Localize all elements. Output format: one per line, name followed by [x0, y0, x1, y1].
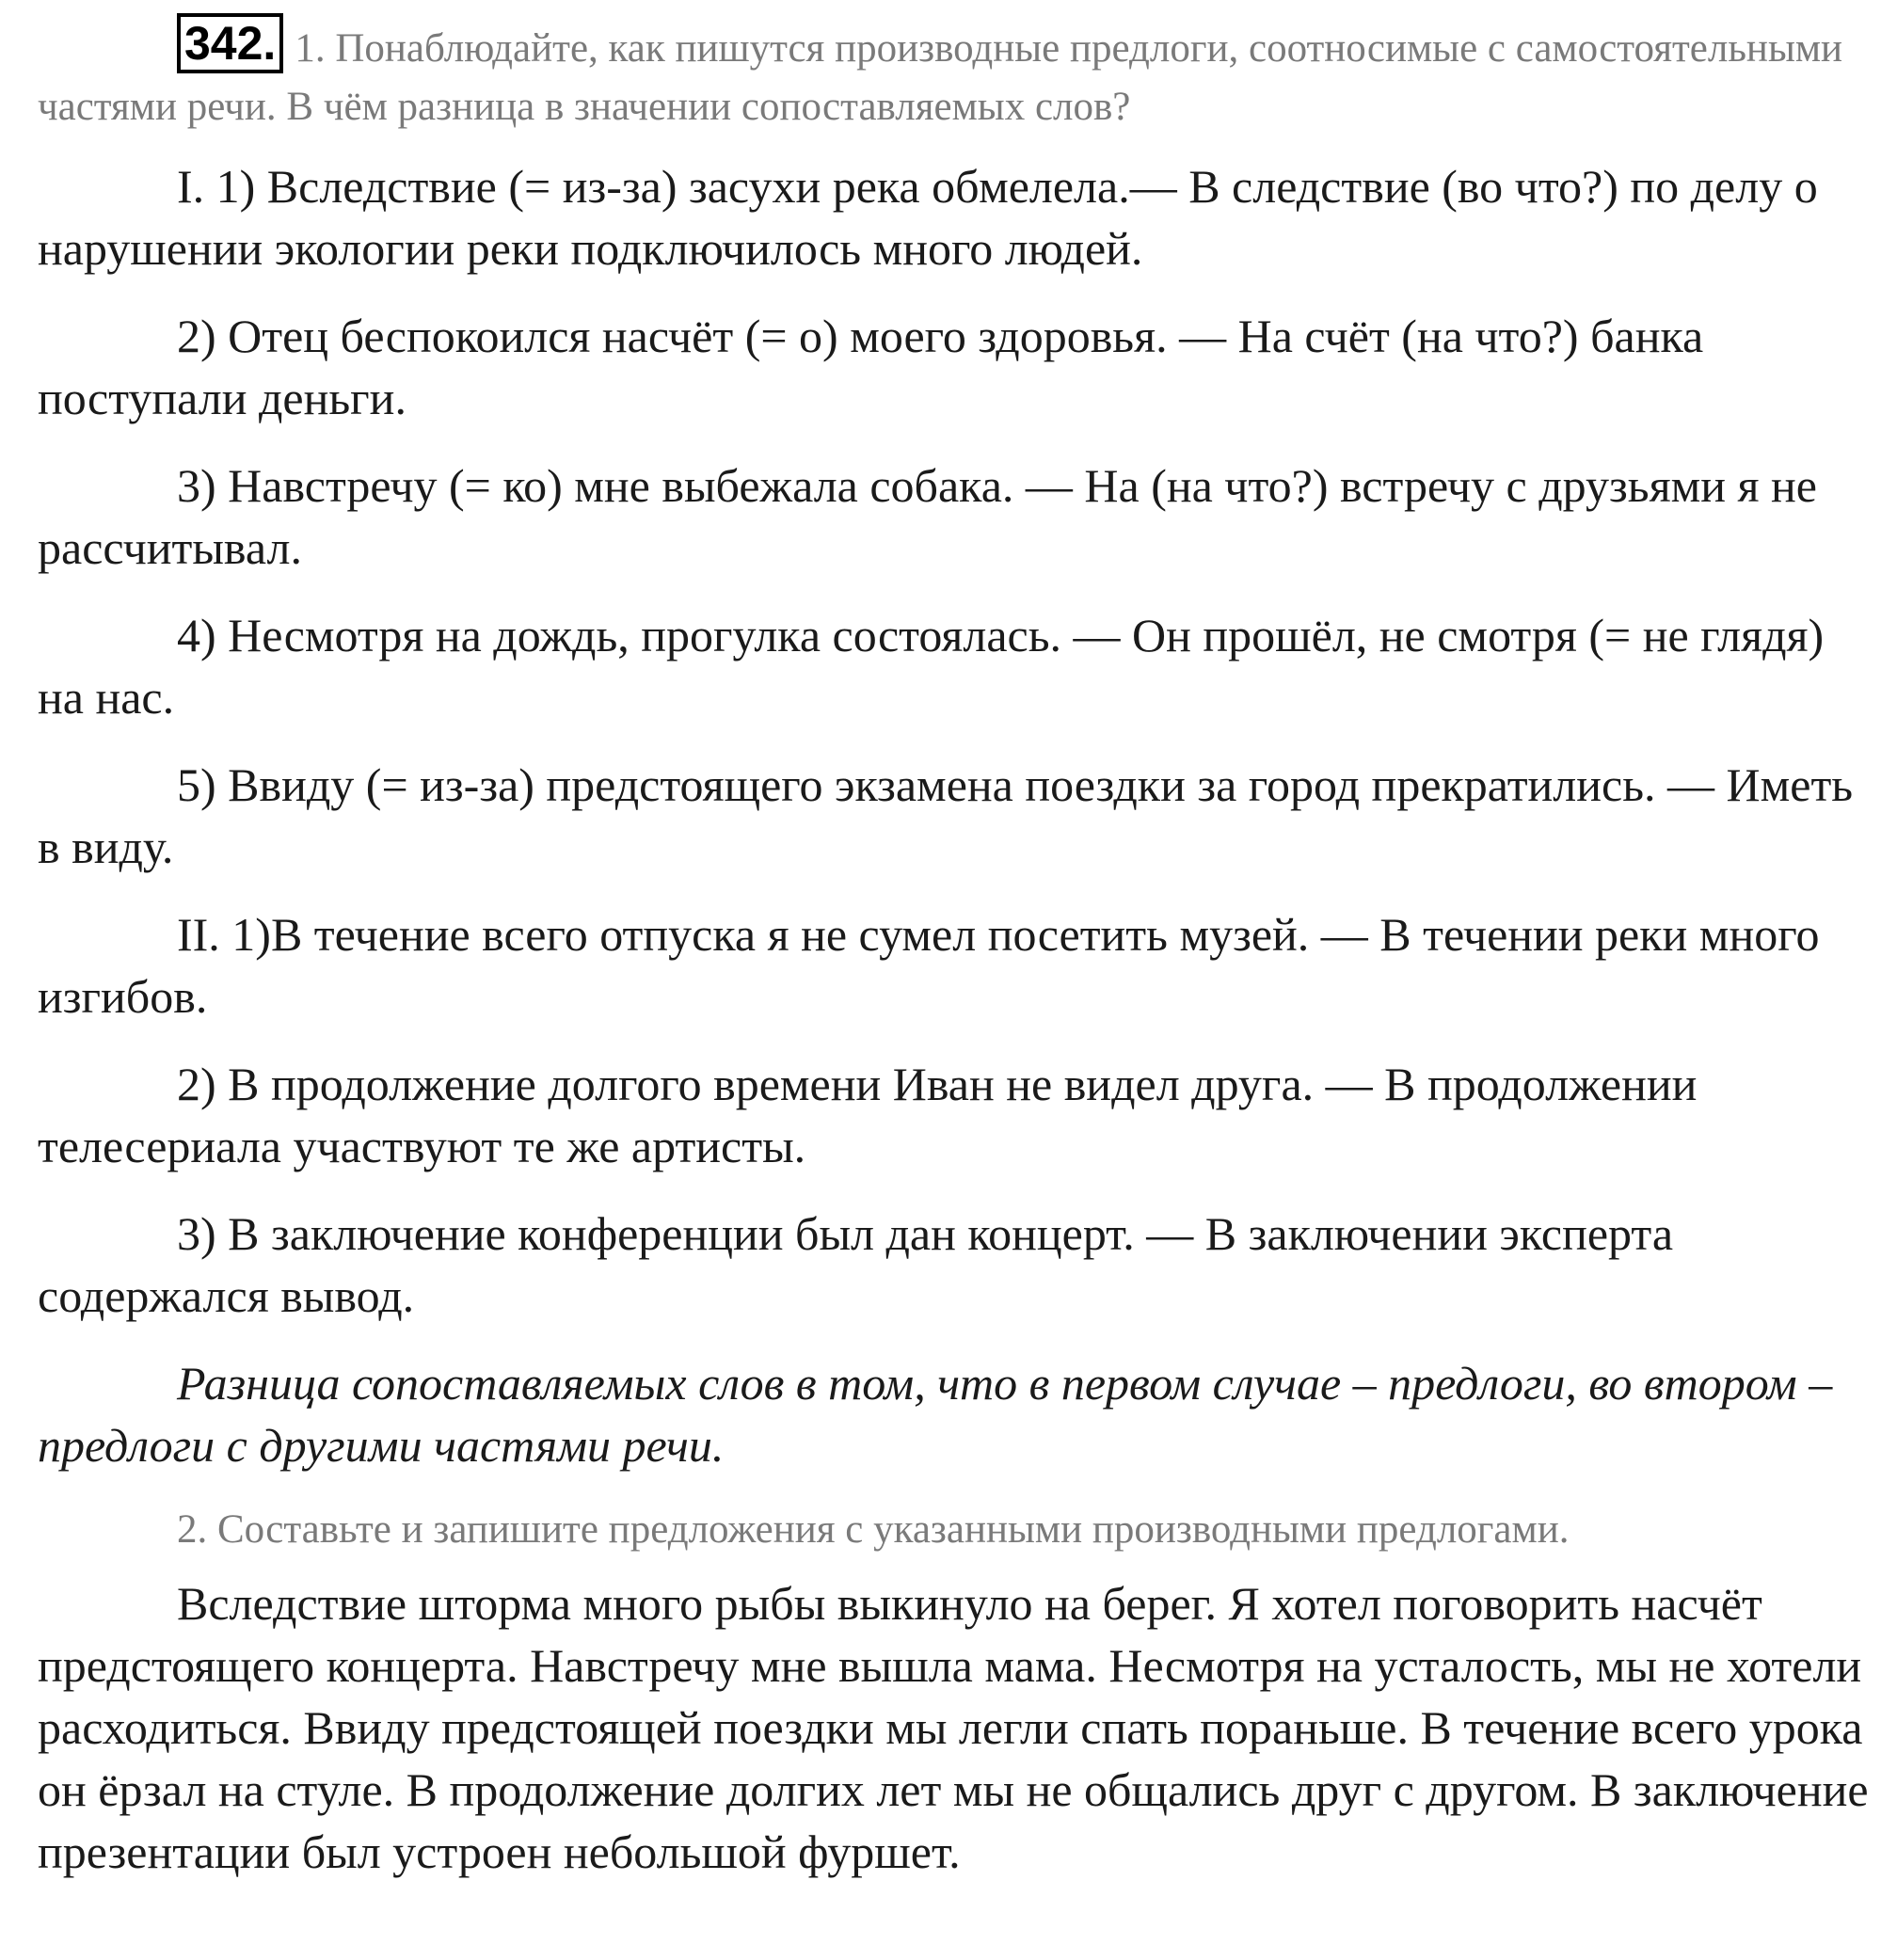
- task-1-instruction: [38, 13, 1873, 136]
- item-1: I. 1) Вследствие (= из-за) засухи река обмелела.— В следствие (во что?) по делу о нарушении экологии реки подключилось много людей.: [38, 160, 1818, 275]
- item-8: 3) В заключение конференции был дан концерт. — В заключении эксперта содержался вывод.: [38, 1207, 1674, 1322]
- item-3: 3) Навстречу (= ко) мне выбежала собака. — На (на что?) встречу с друзьями я не рассчитывал.: [38, 459, 1817, 574]
- task-2-answer: Вследствие шторма много рыбы выкинуло на берег. Я хотел поговорить насчёт предстоящего концерта. Навстречу мне вышла мама. Несмотря на усталость, мы не хотели расходиться. Ввиду предстоящей поездки мы легли спать пораньше. В течение всего урока он ёрзал на стуле. В продолжение долгих лет мы не общались друг с другом. В заключение презентации был устроен небольшой фуршет.: [38, 1577, 1869, 1878]
- task-1-text: 1. Понаблюдайте, как пишутся производные предлоги, соотносимые с самостоятельными частями речи. В чём разница в значении сопоставляемых слов?: [38, 26, 1843, 129]
- item-5: 5) Ввиду (= из-за) предстоящего экзамена поездки за город прекратились. — Иметь в виду.: [38, 758, 1854, 873]
- item-7: 2) В продолжение долгого времени Иван не видел друга. — В продолжении телесериала участвуют те же артисты.: [38, 1058, 1698, 1172]
- exercise-number: 342.: [177, 13, 283, 73]
- conclusion-text: Разница сопоставляемых слов в том, что в первом случае – предлоги, во втором – предлоги с другими частями речи.: [38, 1357, 1833, 1472]
- exercise-page: [38, 13, 1873, 1883]
- item-4: 4) Несмотря на дождь, прогулка состоялась. — Он прошёл, не смотря (= не глядя) на нас.: [38, 609, 1825, 724]
- item-6: II. 1)В течение всего отпуска я не сумел посетить музей. — В течении реки много изгибов.: [38, 908, 1820, 1023]
- task-2-instruction: 2. Составьте и запишите предложения с указанными производными предлогами.: [177, 1507, 1570, 1552]
- item-2: 2) Отец беспокоился насчёт (= о) моего здоровья. — На счёт (на что?) банка поступали деньги.: [38, 310, 1704, 424]
